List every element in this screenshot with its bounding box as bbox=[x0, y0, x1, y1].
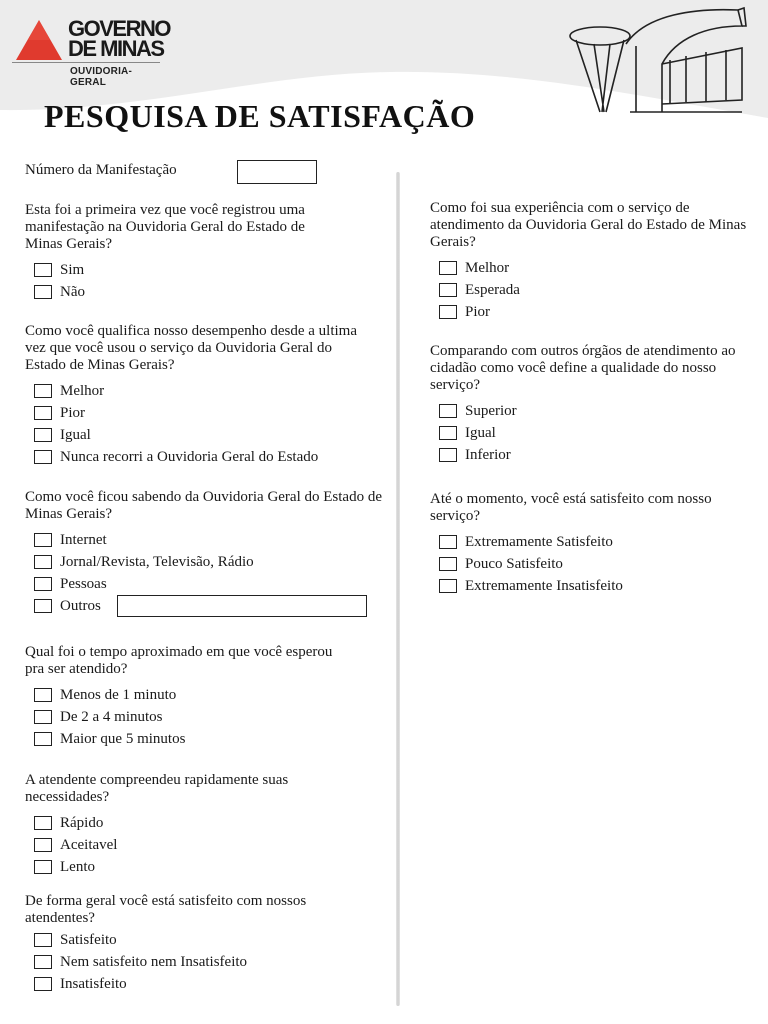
option-nunca-recorri[interactable] bbox=[25, 446, 385, 468]
option-label: Maior que 5 minutos bbox=[60, 730, 186, 747]
option-melhor[interactable] bbox=[25, 380, 385, 402]
question-text: Como você qualifica nosso desempenho desde a ultima vez que você usou o serviço da Ouvidoria Geral do Estado de Minas Gerais? bbox=[25, 323, 357, 373]
question-satisfied-service bbox=[430, 491, 750, 597]
checkbox[interactable] bbox=[34, 838, 52, 852]
option-label: Lento bbox=[60, 858, 95, 875]
logo-text-line2: DE MINAS bbox=[68, 36, 164, 61]
question-text: Como você ficou sabendo da Ouvidoria Geral do Estado de Minas Gerais? bbox=[25, 489, 382, 522]
option-rapido[interactable] bbox=[25, 812, 385, 834]
governo-minas-logo bbox=[12, 14, 170, 88]
option-2-a-4-minutos[interactable] bbox=[25, 706, 385, 728]
question-overall-attendants bbox=[25, 893, 385, 995]
option-label: Aceitavel bbox=[60, 836, 118, 853]
logo-text-line1: GOVERNO bbox=[68, 16, 170, 41]
question-first-time bbox=[25, 202, 385, 303]
option-pior[interactable] bbox=[430, 301, 750, 323]
column-divider bbox=[396, 172, 400, 1006]
option-label: Igual bbox=[465, 424, 496, 441]
checkbox[interactable] bbox=[34, 977, 52, 991]
logo-rule bbox=[12, 62, 160, 63]
option-label: Insatisfeito bbox=[60, 975, 127, 992]
checkbox[interactable] bbox=[34, 732, 52, 746]
question-text: Qual foi o tempo aproximado em que você esperou pra ser atendido? bbox=[25, 644, 333, 677]
option-igual[interactable] bbox=[430, 422, 750, 444]
checkbox[interactable] bbox=[34, 533, 52, 547]
option-label: Outros bbox=[60, 597, 101, 614]
option-inferior[interactable] bbox=[430, 444, 750, 466]
checkbox[interactable] bbox=[34, 555, 52, 569]
checkbox[interactable] bbox=[439, 426, 457, 440]
question-wait-time bbox=[25, 644, 385, 750]
checkbox[interactable] bbox=[34, 933, 52, 947]
checkbox[interactable] bbox=[439, 535, 457, 549]
option-pessoas[interactable] bbox=[25, 573, 385, 595]
checkbox[interactable] bbox=[439, 283, 457, 297]
option-menos-1-minuto[interactable] bbox=[25, 684, 385, 706]
question-experience bbox=[430, 200, 750, 323]
page-title: PESQUISA DE SATISFAÇÃO bbox=[44, 98, 476, 134]
checkbox[interactable] bbox=[439, 557, 457, 571]
option-internet[interactable] bbox=[25, 529, 385, 551]
option-label: Satisfeito bbox=[60, 931, 117, 948]
checkbox[interactable] bbox=[34, 599, 52, 613]
triangle-logo-icon bbox=[14, 18, 64, 62]
manifestation-number-label: Número da Manifestação bbox=[25, 162, 177, 178]
checkbox[interactable] bbox=[34, 688, 52, 702]
checkbox[interactable] bbox=[34, 285, 52, 299]
option-label: Pessoas bbox=[60, 575, 107, 592]
option-label: Nunca recorri a Ouvidoria Geral do Estado bbox=[60, 448, 319, 465]
question-text: Esta foi a primeira vez que você registrou uma manifestação na Ouvidoria Geral do Estado de Minas Gerais? bbox=[25, 202, 305, 252]
option-outros[interactable] bbox=[25, 595, 385, 617]
option-extremamente-satisfeito[interactable] bbox=[430, 531, 750, 553]
option-lento[interactable] bbox=[25, 856, 385, 878]
checkbox[interactable] bbox=[439, 261, 457, 275]
option-nao[interactable] bbox=[25, 281, 385, 303]
manifestation-number-row bbox=[25, 162, 325, 186]
option-pouco-satisfeito[interactable] bbox=[430, 553, 750, 575]
question-performance bbox=[25, 323, 385, 468]
option-satisfeito[interactable] bbox=[25, 929, 385, 951]
checkbox[interactable] bbox=[439, 404, 457, 418]
option-label: Esperada bbox=[465, 281, 520, 298]
option-insatisfeito[interactable] bbox=[25, 973, 385, 995]
checkbox[interactable] bbox=[439, 579, 457, 593]
checkbox[interactable] bbox=[34, 263, 52, 277]
option-label: Sim bbox=[60, 261, 85, 278]
option-label: Rápido bbox=[60, 814, 104, 831]
logo-subtitle: OUVIDORIA-GERAL bbox=[70, 66, 132, 88]
option-label: Pior bbox=[465, 303, 491, 320]
option-label: Nem satisfeito nem Insatisfeito bbox=[60, 953, 248, 970]
option-pior[interactable] bbox=[25, 402, 385, 424]
question-text: Comparando com outros órgãos de atendimento ao cidadão como você define a qualidade do nosso serviço? bbox=[430, 343, 736, 393]
option-melhor[interactable] bbox=[430, 257, 750, 279]
option-label: Internet bbox=[60, 531, 107, 548]
checkbox[interactable] bbox=[34, 955, 52, 969]
checkbox[interactable] bbox=[34, 384, 52, 398]
question-text: Como foi sua experiência com o serviço de atendimento da Ouvidoria Geral do Estado de Minas Gerais? bbox=[430, 200, 747, 250]
checkbox[interactable] bbox=[34, 450, 52, 464]
option-label: Melhor bbox=[465, 259, 510, 276]
option-superior[interactable] bbox=[430, 400, 750, 422]
manifestation-number-input[interactable] bbox=[237, 160, 317, 184]
outros-text-input[interactable] bbox=[117, 595, 367, 617]
question-how-heard bbox=[25, 489, 385, 617]
question-understood bbox=[25, 772, 385, 878]
option-label: Pior bbox=[60, 404, 86, 421]
option-label: Melhor bbox=[60, 382, 105, 399]
checkbox[interactable] bbox=[34, 428, 52, 442]
option-label: Superior bbox=[465, 402, 517, 419]
option-jornal-revista[interactable] bbox=[25, 551, 385, 573]
option-sim[interactable] bbox=[25, 259, 385, 281]
option-label: Pouco Satisfeito bbox=[465, 555, 563, 572]
building-illustration-icon bbox=[566, 4, 748, 116]
option-label: Não bbox=[60, 283, 85, 300]
option-maior-5-minutos[interactable] bbox=[25, 728, 385, 750]
checkbox[interactable] bbox=[34, 860, 52, 874]
option-label: De 2 a 4 minutos bbox=[60, 708, 163, 725]
option-label: Extremamente Insatisfeito bbox=[465, 577, 623, 594]
option-label: Menos de 1 minuto bbox=[60, 686, 177, 703]
checkbox[interactable] bbox=[34, 710, 52, 724]
option-igual[interactable] bbox=[25, 424, 385, 446]
option-label: Igual bbox=[60, 426, 91, 443]
checkbox[interactable] bbox=[34, 406, 52, 420]
checkbox[interactable] bbox=[439, 448, 457, 462]
checkbox[interactable] bbox=[34, 577, 52, 591]
question-text: A atendente compreendeu rapidamente suas necessidades? bbox=[25, 772, 289, 805]
option-label: Inferior bbox=[465, 446, 511, 463]
option-label: Extremamente Satisfeito bbox=[465, 533, 613, 550]
option-extremamente-insatisfeito[interactable] bbox=[430, 575, 750, 597]
option-label: Jornal/Revista, Televisão, Rádio bbox=[60, 553, 254, 570]
option-esperada[interactable] bbox=[430, 279, 750, 301]
question-text: Até o momento, você está satisfeito com nosso serviço? bbox=[430, 491, 712, 524]
question-comparison bbox=[430, 343, 750, 466]
checkbox[interactable] bbox=[34, 816, 52, 830]
option-aceitavel[interactable] bbox=[25, 834, 385, 856]
question-text: De forma geral você está satisfeito com nossos atendentes? bbox=[25, 893, 307, 926]
checkbox[interactable] bbox=[439, 305, 457, 319]
option-nem-satisfeito[interactable] bbox=[25, 951, 385, 973]
